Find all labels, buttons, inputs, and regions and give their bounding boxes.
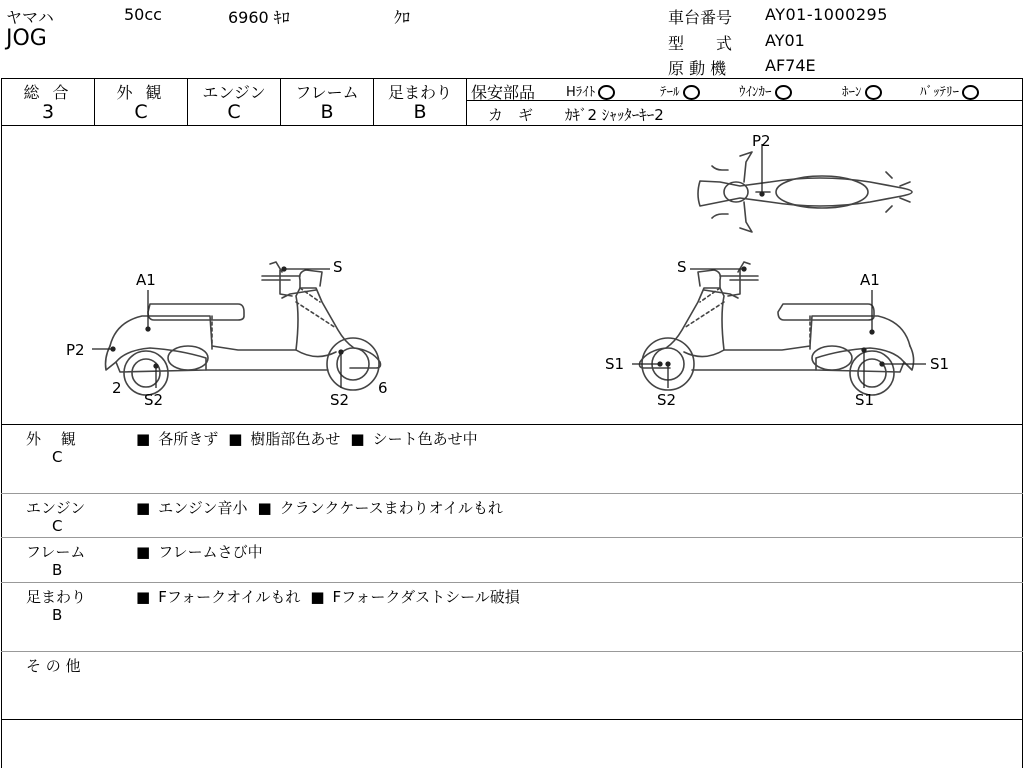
remark-category: そ の 他 (26, 657, 81, 675)
marker-label: P2 (66, 341, 85, 359)
grade-label: エンジン (202, 83, 266, 102)
model-name: JOG (6, 26, 47, 51)
bullet-square-icon: ■ (136, 430, 151, 448)
safety-item-headlight (566, 81, 615, 100)
maker-name: ヤマハ (6, 8, 54, 27)
scooter-top-view (698, 152, 912, 232)
safety-item-battery (920, 81, 979, 100)
safety-item-label: ﾃｰﾙ (660, 85, 680, 100)
damage-diagram (0, 126, 1024, 424)
safety-item-label: Hﾗｲﾄ (566, 85, 596, 100)
bullet-square-icon: ■ (136, 543, 151, 561)
marker-label: P2 (752, 132, 771, 150)
marker-label: S1 (605, 355, 625, 373)
rule-diagram-bottom (1, 424, 1023, 425)
type-label: 型 式 (668, 34, 733, 53)
remark-note: エンジン音小 (158, 499, 248, 517)
type-value: AY01 (765, 31, 805, 50)
safety-item-label: ｳｲﾝｶｰ (739, 85, 772, 100)
rule-remark-4 (1, 651, 1023, 652)
ok-circle-icon (598, 85, 615, 100)
marker-label: S1 (855, 391, 875, 409)
remark-notes (136, 586, 520, 607)
bullet-square-icon: ■ (310, 588, 325, 606)
remark-category: 足まわり (26, 588, 87, 606)
remark-note: シート色あせ中 (372, 430, 478, 448)
remark-category: 外 観 (26, 430, 76, 448)
key-value: ｶｷﾞ2 ｼｬｯﾀｰｷｰ2 (565, 106, 664, 124)
bullet-square-icon: ■ (228, 430, 243, 448)
safety-item-label: ﾎｰﾝ (842, 85, 862, 100)
remark-note: 各所きず (158, 430, 219, 448)
safety-item-label: ﾊﾞｯﾃﾘｰ (920, 85, 959, 100)
rule-bottom (1, 719, 1023, 720)
frame-no: AY01-1000295 (765, 5, 888, 24)
rule-safety-mid (467, 100, 1023, 101)
ok-circle-icon (775, 85, 792, 100)
remark-notes (136, 541, 263, 562)
bullet-square-icon: ■ (350, 430, 365, 448)
rule-remark-2 (1, 537, 1023, 538)
mileage: 6960 ｷﾛ (228, 8, 290, 27)
remark-grade: B (52, 606, 63, 624)
grade-label: フレーム (295, 83, 359, 102)
grade-value: C (134, 101, 148, 123)
bullet-square-icon: ■ (136, 499, 151, 517)
grade-value: C (227, 101, 241, 123)
safety-item-horn (842, 81, 882, 100)
remark-category: フレーム (26, 543, 86, 561)
remark-notes (136, 497, 503, 518)
remark-note: フレームさび中 (158, 543, 263, 561)
marker-label: S2 (657, 391, 677, 409)
marker-label: S1 (930, 355, 950, 373)
remark-note: クランクケースまわりオイルもれ (279, 499, 503, 517)
remark-notes (136, 428, 478, 449)
rule-remark-3 (1, 582, 1023, 583)
remark-note: Fフォークオイルもれ (158, 588, 301, 606)
marker-label: 6 (378, 379, 388, 397)
color: ｸﾛ (394, 8, 411, 27)
remark-grade: C (52, 448, 63, 466)
grade-value: 3 (41, 101, 55, 123)
marker-label: S (677, 258, 687, 276)
displacement: 50cc (124, 5, 162, 24)
ok-circle-icon (962, 85, 979, 100)
engine-label: 原 動 機 (668, 59, 727, 78)
key-label: カ ギ (488, 106, 534, 124)
marker-label: 2 (112, 379, 122, 397)
bullet-square-icon: ■ (257, 499, 272, 517)
marker-label: S (333, 258, 343, 276)
marker-label: S2 (330, 391, 350, 409)
rule-remark-1 (1, 493, 1023, 494)
engine-value: AF74E (765, 56, 816, 75)
safety-label: 保安部品 (471, 83, 536, 102)
remark-note: 樹脂部色あせ (250, 430, 341, 448)
damage-markers (92, 144, 926, 388)
remark-grade: B (52, 561, 63, 579)
marker-label: A1 (136, 271, 156, 289)
grade-value: B (320, 101, 334, 123)
bullet-square-icon: ■ (136, 588, 151, 606)
remark-category: エンジン (26, 499, 86, 517)
remark-note: Fフォークダストシール破損 (332, 588, 520, 606)
grade-value: B (413, 101, 427, 123)
remark-grade: C (52, 517, 63, 535)
safety-item-taillight (660, 81, 700, 100)
grade-divider (466, 78, 467, 125)
ok-circle-icon (865, 85, 882, 100)
marker-label: S2 (144, 391, 164, 409)
grade-label: 総 合 (23, 83, 73, 102)
ok-circle-icon (683, 85, 700, 100)
grade-label: 外 観 (116, 83, 166, 102)
rule-top (1, 78, 1023, 79)
grade-label: 足まわり (387, 83, 452, 102)
marker-label: A1 (860, 271, 880, 289)
frame-no-label: 車台番号 (668, 8, 733, 27)
safety-item-winker (739, 81, 792, 100)
